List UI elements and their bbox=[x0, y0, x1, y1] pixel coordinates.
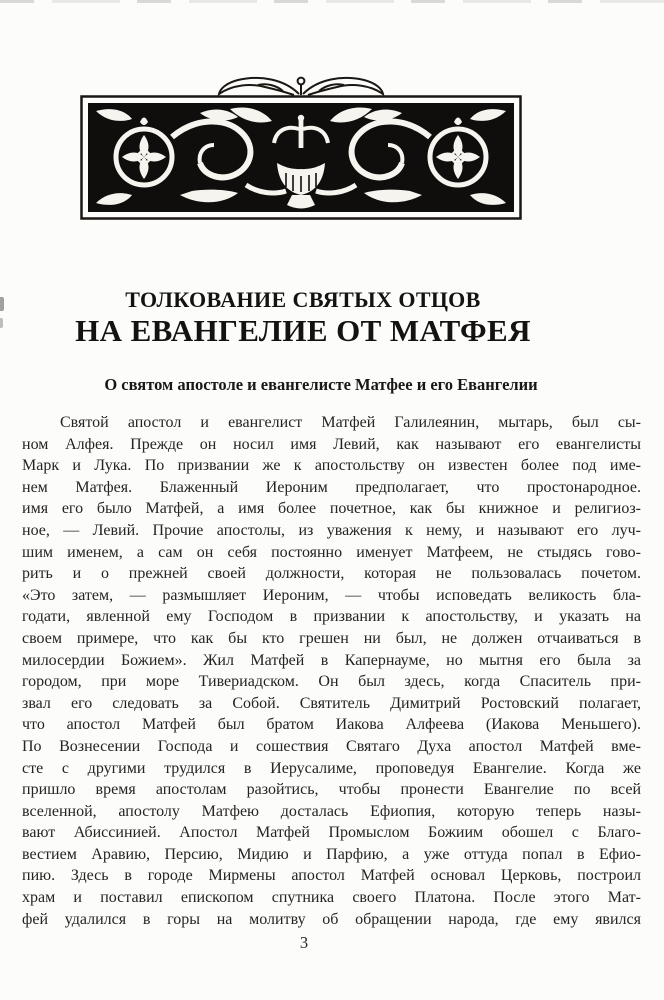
scan-artifact-top-edge bbox=[0, 0, 664, 3]
body-line: шим именем, а сам он себя постоянно именует Матфеем, не стыдясь гово- bbox=[22, 543, 641, 561]
body-line: рить и о прежней своей должности, которая не пользовалась почетом. bbox=[22, 565, 641, 583]
body-line: сте с другими трудился в Иерусалиме, проповедуя Евангелие. Когда же bbox=[22, 759, 641, 777]
chapter-title bbox=[0, 288, 664, 348]
title-line-1: ТОЛКОВАНИЕ СВЯТЫХ ОТЦОВ bbox=[125, 287, 481, 312]
body-line: вестием Аравию, Персию, Мидию и Парфию, а уже оттуда попал в Ефио- bbox=[22, 845, 641, 863]
body-line: По Вознесении Господа и сошествия Святаго Духа апостол Матфей вме- bbox=[22, 737, 641, 755]
body-line: что апостол Матфей был братом Иакова Алфеева (Иакова Меньшего). bbox=[22, 716, 641, 734]
page-number: 3 bbox=[299, 933, 309, 953]
body-text bbox=[22, 412, 641, 930]
body-line: нем Матфея. Блаженный Иероним предполагает, что простонародное. bbox=[22, 478, 641, 496]
body-line: вают Абиссинией. Апостол Матфей Промыслом Божиим обошел с Благо- bbox=[22, 824, 641, 842]
scan-artifact-left-speck bbox=[0, 318, 3, 328]
body-line: Святой апостол и евангелист Матфей Галилеянин, мытарь, был сы- bbox=[60, 414, 641, 431]
body-line: фей удалился в горы на молитву об обращении народа, где ему явился bbox=[22, 910, 641, 928]
floral-woodcut-icon bbox=[80, 73, 522, 220]
body-line: «Это затем, — размышляет Иероним, — чтобы исповедать великость бла- bbox=[22, 586, 641, 604]
section-subtitle: О святом апостоле и евангелисте Матфее и его Евангелии bbox=[104, 375, 538, 394]
body-line: вселенной, апостолу Матфею досталась Ефиопия, которую теперь назы- bbox=[22, 802, 641, 820]
body-line: храм и поставил епископом спутника своего Платона. После этого Мат- bbox=[22, 889, 641, 907]
body-line: ном Алфея. Прежде он носил имя Левий, как называют его евангелисты bbox=[22, 435, 641, 453]
body-line: Марк и Лука. По призвании же к апостольству он известен более под име- bbox=[22, 457, 641, 475]
body-line: ное, — Левий. Прочие апостолы, из уважения к нему, и называют его луч- bbox=[22, 521, 641, 539]
headpiece-ornament bbox=[80, 73, 522, 220]
body-line: пию. Здесь в городе Мирмены апостол Матфей основал Церковь, построил bbox=[22, 867, 641, 885]
body-line: звал его следовать за Собой. Святитель Димитрий Ростовский полагает, bbox=[22, 694, 641, 712]
body-line: милосердии Божием». Жил Матфей в Капернауме, но мытня его была за bbox=[22, 651, 641, 669]
body-line: своем примере, что как бы кто грешен ни был, не должен отчаиваться в bbox=[22, 629, 641, 647]
body-line: годати, явленной ему Господом в призвании к апостольству, и указать на bbox=[22, 608, 641, 626]
body-line: имя его было Матфей, а имя более почетное, как бы книжное и религиоз- bbox=[22, 500, 641, 518]
scan-artifact-left-speck bbox=[0, 297, 4, 311]
body-line: пришло время апостолам разойтись, чтобы пронести Евангелие по всей bbox=[22, 781, 641, 799]
title-line-2: НА ЕВАНГЕЛИЕ ОТ МАТФЕЯ bbox=[75, 313, 531, 348]
body-line: городом, при море Тивериадском. Он был здесь, когда Спаситель при- bbox=[22, 673, 641, 691]
